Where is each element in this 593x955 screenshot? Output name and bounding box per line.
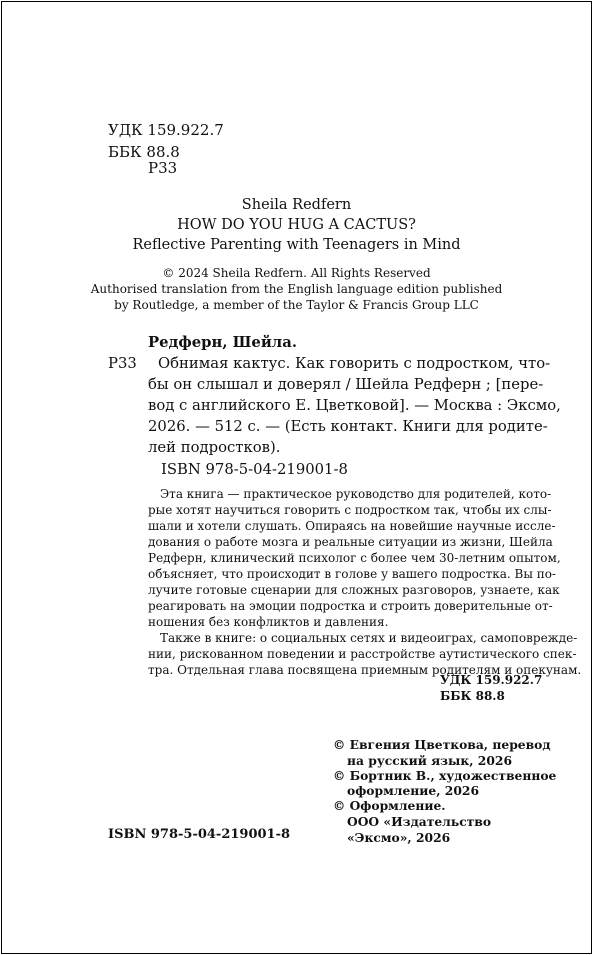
annotation-line: нии, рискованном поведении и расстройстве аутистического спек- <box>148 647 577 661</box>
annotation-line: Редферн, клинический психолог с более чем 30-летним опытом, <box>148 551 561 565</box>
bbk-code-bottom: ББК 88.8 <box>440 689 505 703</box>
original-author: Sheila Redfern <box>241 197 352 213</box>
copyright-line: © Бортник В., художественное <box>333 768 557 783</box>
annotation-line: Эта книга — практическое руководство для родителей, кото- <box>160 487 552 501</box>
copyright-line: ООО «Издательство <box>347 814 492 829</box>
copyright-line: © Евгения Цветкова, перевод <box>333 737 551 752</box>
record-line: вод с английского Е. Цветковой]. — Москва : Эксмо, <box>148 397 561 414</box>
record-isbn: ISBN 978-5-04-219001-8 <box>161 461 348 478</box>
record-line: 2026. — 512 с. — (Есть контакт. Книги для родите- <box>148 418 548 435</box>
annotation-line: тра. Отдельная глава посвящена приемным родителям и опекунам. <box>148 663 582 677</box>
copyright-line: «Эксмо», 2026 <box>347 830 451 845</box>
record-author-sign: Р33 <box>108 355 137 372</box>
udk-code-top: УДК 159.922.7 <box>108 121 224 139</box>
annotation-line: ношения без конфликтов и давления. <box>148 615 389 629</box>
record-line: бы он слышал и доверял / Шейла Редферн ; [пере- <box>148 376 544 393</box>
bbk-code-top: ББК 88.8 <box>108 143 180 161</box>
annotation-line: дования о работе мозга и реальные ситуации из жизни, Шейла <box>148 535 553 549</box>
copyright-line: на русский язык, 2026 <box>347 753 513 768</box>
annotation-line: объясняет, что происходит в голове у вашего подростка. Вы по- <box>148 567 556 581</box>
annotation-line: лучите готовые сценарии для сложных разговоров, узнаете, как <box>148 583 560 597</box>
original-copyright: © 2024 Sheila Redfern. All Rights Reserved <box>162 266 431 280</box>
translation-note-1: Authorised translation from the English language edition published <box>90 282 503 296</box>
copyright-line: оформление, 2026 <box>347 783 479 798</box>
record-line: лей подростков). <box>148 439 281 456</box>
udk-code-bottom: УДК 159.922.7 <box>440 673 543 687</box>
annotation-line: рые хотят научиться говорить с подростком так, чтобы их слы- <box>148 503 552 517</box>
record-line: Обнимая кактус. Как говорить с подростком, что- <box>158 355 551 372</box>
record-heading: Редферн, Шейла. <box>148 334 297 351</box>
copyright-line: © Оформление. <box>333 798 446 813</box>
translation-note-2: by Routledge, a member of the Taylor & Francis Group LLC <box>114 298 479 312</box>
bottom-isbn: ISBN 978-5-04-219001-8 <box>108 827 291 842</box>
annotation-line: реагировать на эмоции подростка и строить доверительные от- <box>148 599 553 613</box>
annotation-line: Также в книге: о социальных сетях и видеоиграх, самоповрежде- <box>160 631 578 645</box>
author-sign-top: Р33 <box>148 159 178 177</box>
original-subtitle: Reflective Parenting with Teenagers in Mind <box>132 237 461 253</box>
original-title: HOW DO YOU HUG A CACTUS? <box>177 217 416 233</box>
annotation-line: шали и хотели слушать. Опираясь на новейшие научные иссле- <box>148 519 556 533</box>
